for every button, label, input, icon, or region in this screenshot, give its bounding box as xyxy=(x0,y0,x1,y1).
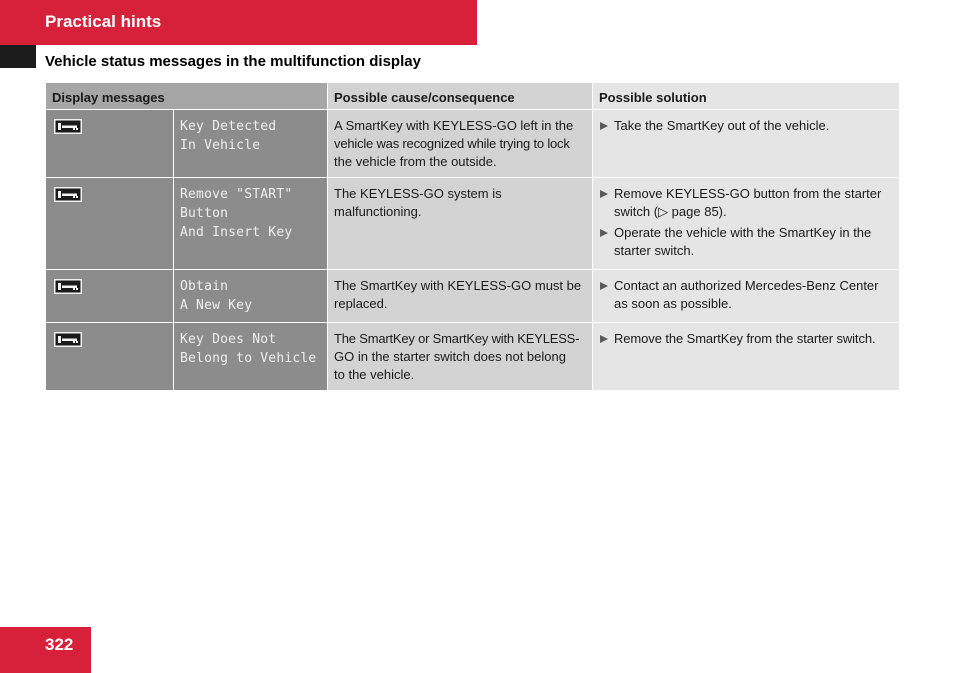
solution-item xyxy=(599,117,893,135)
display-message-line: Key Detected xyxy=(180,119,277,134)
cause-line: replaced. xyxy=(334,296,388,311)
display-message-line: A New Key xyxy=(180,298,253,313)
smartkey-icon xyxy=(54,279,82,294)
solution-item xyxy=(599,330,893,348)
solution-item xyxy=(599,224,893,260)
display-message-line: Button xyxy=(180,206,229,221)
cause-line: malfunctioning. xyxy=(334,204,422,219)
display-message-line: Remove "START" xyxy=(180,187,293,202)
solution-line: Operate the vehicle with the SmartKey in the xyxy=(614,225,872,240)
solution-line: starter switch. xyxy=(614,243,695,258)
cause-cell xyxy=(328,110,593,178)
smartkey-icon xyxy=(54,187,82,202)
icon-cell xyxy=(46,110,174,178)
bullet-triangle-icon xyxy=(600,122,608,130)
bullet-triangle-icon xyxy=(600,335,608,343)
page-header-title: Practical hints xyxy=(45,12,162,31)
cause-cell xyxy=(328,323,593,391)
cause-line: A SmartKey with KEYLESS-GO left in the xyxy=(334,118,574,133)
solution-cell xyxy=(593,270,900,323)
cause-cell xyxy=(328,178,593,270)
solution-line: Take the SmartKey out of the vehicle. xyxy=(614,118,830,133)
icon-cell xyxy=(46,323,174,391)
solution-line: switch (▷ page 85). xyxy=(614,204,727,219)
status-messages-table xyxy=(45,82,900,391)
column-header-possible-cause: Possible cause/consequence xyxy=(328,83,593,110)
column-header-display-messages: Display messages xyxy=(46,83,328,110)
cause-line: the vehicle from the outside. xyxy=(334,154,497,169)
table-row xyxy=(46,323,900,391)
solution-line: Contact an authorized Mercedes-Benz Center xyxy=(614,278,879,293)
cause-line: The SmartKey or SmartKey with KEYLESS- xyxy=(334,331,580,346)
bullet-triangle-icon xyxy=(600,229,608,237)
table-header-row xyxy=(46,83,900,110)
cause-line: to the vehicle. xyxy=(334,367,415,382)
bullet-triangle-icon xyxy=(600,282,608,290)
solution-cell xyxy=(593,323,900,391)
display-message-cell xyxy=(174,178,328,270)
display-message-cell xyxy=(174,323,328,391)
smartkey-icon xyxy=(54,119,82,134)
display-message-cell xyxy=(174,110,328,178)
section-heading: Vehicle status messages in the multifunction display xyxy=(45,53,421,70)
solution-item xyxy=(599,277,893,313)
display-message-line: Belong to Vehicle xyxy=(180,351,317,366)
cause-cell xyxy=(328,270,593,323)
solution-item xyxy=(599,185,893,221)
cause-line: GO in the starter switch does not belong xyxy=(334,349,566,364)
cause-line: The KEYLESS-GO system is xyxy=(334,186,502,201)
bullet-triangle-icon xyxy=(600,190,608,198)
display-message-cell xyxy=(174,270,328,323)
table-row xyxy=(46,178,900,270)
solution-cell xyxy=(593,178,900,270)
table-row xyxy=(46,270,900,323)
display-message-line: And Insert Key xyxy=(180,225,293,240)
icon-cell xyxy=(46,178,174,270)
cause-line: The SmartKey with KEYLESS-GO must be xyxy=(334,278,582,293)
side-tab-marker xyxy=(0,45,36,68)
solution-cell xyxy=(593,110,900,178)
cause-line: vehicle was recognized while trying to lock xyxy=(334,136,570,151)
display-message-line: Obtain xyxy=(180,279,229,294)
smartkey-icon xyxy=(54,332,82,347)
solution-line: Remove the SmartKey from the starter switch. xyxy=(614,331,876,346)
display-message-line: Key Does Not xyxy=(180,332,277,347)
column-header-possible-solution: Possible solution xyxy=(593,83,900,110)
display-message-line: In Vehicle xyxy=(180,138,261,153)
solution-line: Remove KEYLESS-GO button from the starter xyxy=(614,186,882,201)
table-row xyxy=(46,110,900,178)
solution-line: as soon as possible. xyxy=(614,296,732,311)
page-number: 322 xyxy=(45,635,74,654)
icon-cell xyxy=(46,270,174,323)
